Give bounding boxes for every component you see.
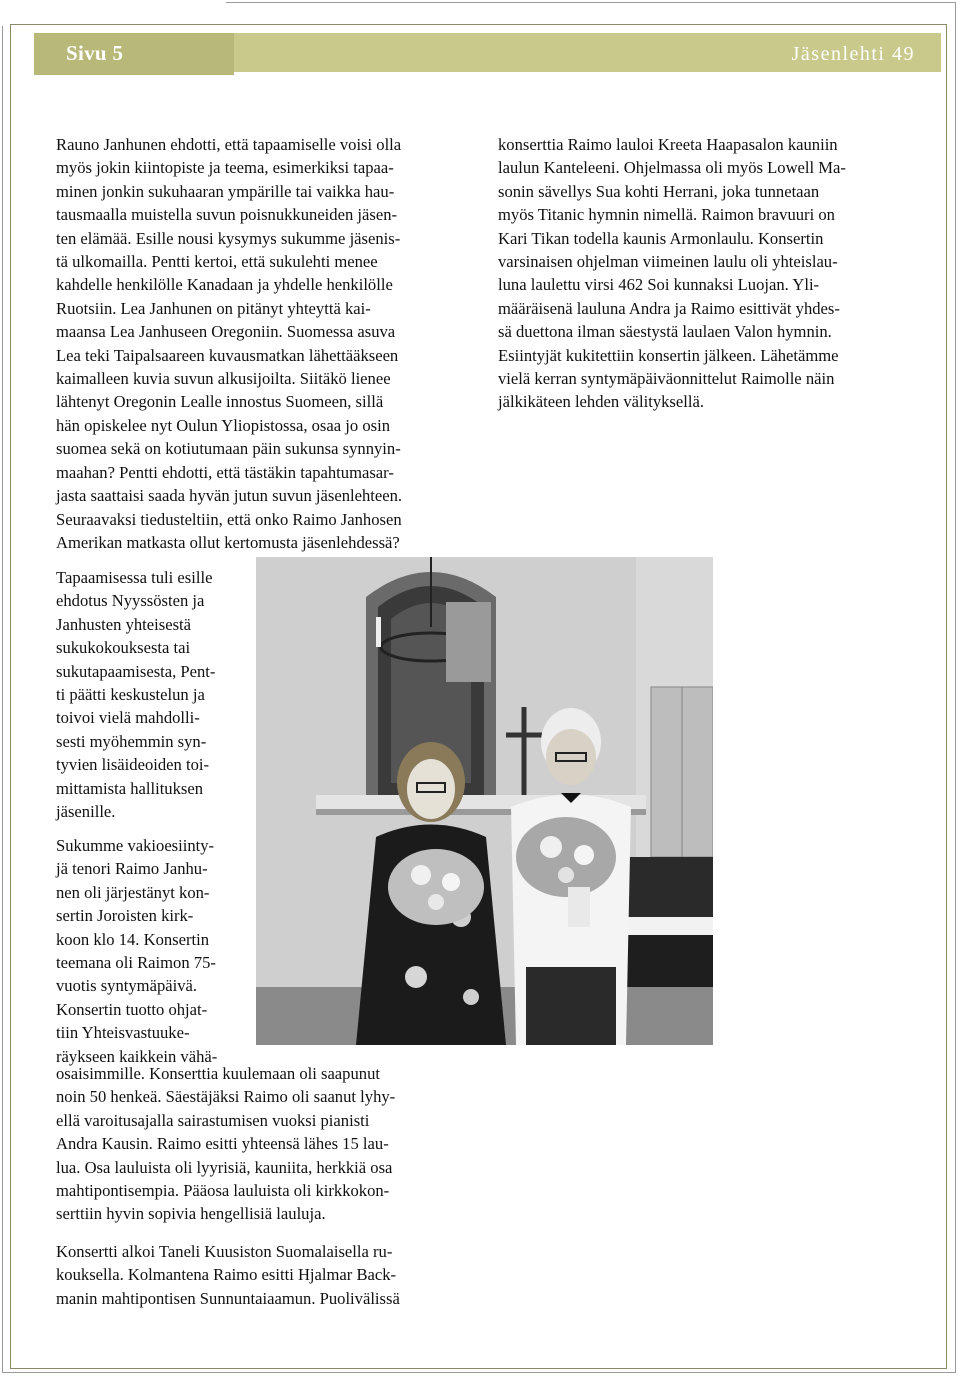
text-line: ti päätti keskustelun ja — [56, 685, 205, 705]
article-column-left — [56, 133, 486, 554]
frame-tab-gap — [2, 2, 226, 26]
text-line: mittamista hallituksen — [56, 778, 204, 798]
text-line: ten elämää. Esille nousi kysymys sukumme jäsenis- — [56, 228, 401, 248]
text-line: Amerikan matkasta ollut kertomusta jäsenlehdessä? — [56, 532, 400, 552]
text-line: myös Titanic hymnin nimellä. Raimon bravuuri on — [498, 205, 835, 225]
text-line: hän opiskelee nyt Oulun Yliopistossa, osaa jo osin — [56, 415, 390, 435]
header-page-tab — [34, 33, 234, 75]
text-line: kahdelle henkilölle Kanadaan ja yhdelle henkilölle — [56, 275, 393, 295]
text-line: sä duettona ilman säestystä laulaen Valon hymnin. — [498, 322, 832, 342]
text-line: sukukokouksesta tai — [56, 638, 191, 658]
text-line: minen jonkin sukuhaaran ympärille tai vaikka hau- — [56, 181, 395, 201]
text-line: Lea teki Taipalsaareen kuvausmatkan lähettääkseen — [56, 345, 399, 365]
text-line: luna laulettu virsi 462 Soi kunnaksi Luojan. Yli- — [498, 275, 820, 295]
text-line: Sukumme vakioesiinty- — [56, 836, 215, 855]
text-line: konserttia Raimo lauloi Kreeta Haapasalon kauniin — [498, 135, 838, 154]
text-line: koon klo 14. Konsertin — [56, 929, 210, 949]
text-line: vielä kerran syntymäpäiväonnittelut Raimolle näin — [498, 369, 835, 389]
text-line: Ruotsiin. Lea Janhunen on pitänyt yhteyttä kai- — [56, 298, 371, 318]
text-line: kouksella. Kolmantena Raimo esitti Hjalmar Back- — [56, 1265, 397, 1285]
text-line: maansa Lea Janhuseen Oregoniin. Suomessa asuva — [56, 322, 396, 342]
text-line: Esiintyjät kukitettiin konsertin jälkeen. Lähetämme — [498, 345, 839, 365]
text-line: lua. Osa lauluista oli lyyrisiä, kauniita, herkkiä osa — [56, 1157, 393, 1177]
text-line: Tapaamisessa tuli esille — [56, 568, 213, 587]
text-line: Rauno Janhunen ehdotti, että tapaamiselle voisi olla — [56, 135, 402, 154]
text-line: sesti myöhemmin syn- — [56, 731, 207, 751]
text-line: jasta saattaisi saada hyvän jutun suvun jäsenlehteen. — [56, 486, 403, 506]
concert-photo — [256, 557, 713, 1045]
text-line: Konsertti alkoi Taneli Kuusiston Suomalaisella ru- — [56, 1242, 393, 1261]
text-line: sukutapaamisesta, Pent- — [56, 661, 216, 681]
page-number-label: Sivu 5 — [66, 41, 124, 65]
text-line: lähtenyt Oregonin Lealle innostus Suomeen, sillä — [56, 392, 384, 412]
text-line: jäsenille. — [56, 802, 116, 822]
text-line: ellä varoitusajalla sairastumisen vuoksi pianisti — [56, 1110, 370, 1130]
text-line: toivoi vielä mahdolli- — [56, 708, 200, 728]
text-line: räykseen kaikkein vähä- — [56, 1046, 218, 1066]
text-line: kaimalleen kuvia suvun alkusijoilta. Siitäkö lienee — [56, 369, 391, 389]
text-line: nen oli järjestänyt kon- — [56, 882, 210, 902]
text-line: jä tenori Raimo Janhu- — [56, 859, 208, 879]
article-column-right — [498, 133, 918, 414]
text-line: Kari Tikan todella kaunis Armonlaulu. Konsertin — [498, 228, 824, 248]
text-line: laulun Kanteleeni. Ohjelmassa oli myös Lowell Ma- — [498, 158, 846, 178]
text-line: vuotis syntymäpäivä. — [56, 976, 198, 996]
text-line: tausmaalla muistella suvun poisnukkuneiden jäsen- — [56, 205, 398, 225]
text-line: määräisenä lauluna Andra ja Raimo esittivät yhdes- — [498, 298, 840, 318]
text-line: Andra Kausin. Raimo esitti yhteensä lähes 15 lau- — [56, 1134, 389, 1154]
paragraph-concert-program — [56, 1240, 476, 1310]
paragraph-meeting-proposal — [56, 566, 256, 823]
text-line: varsinaisen ohjelman viimeinen laulu oli yhteislau- — [498, 252, 838, 272]
text-line: tyvien lisäideoiden toi- — [56, 755, 209, 775]
concert-photo-illustration — [256, 557, 713, 1045]
publication-title: Jäsenlehti 49 — [791, 43, 915, 65]
text-line: suomea sekä on kotiutumaan päin sukunsa synnyin- — [56, 439, 401, 459]
text-line: Konsertin tuotto ohjat- — [56, 999, 208, 1019]
text-line: tiin Yhteisvastuuke- — [56, 1023, 190, 1043]
text-line: myös jokin kiintopiste ja teema, esimerkiksi tapaa- — [56, 158, 394, 178]
text-line: tä ulkomailla. Pentti kertoi, että sukulehti menee — [56, 252, 378, 272]
text-line: serttiin hyvin sopivia hengellisiä lauluja. — [56, 1204, 326, 1224]
text-line: teemana oli Raimon 75- — [56, 953, 216, 973]
text-line: noin 50 henkeä. Säestäjäksi Raimo oli saanut lyhy- — [56, 1087, 396, 1107]
text-line: Seuraavaksi tiedusteltiin, että onko Raimo Janhosen — [56, 509, 402, 529]
text-line: sonin sävellys Sua kohti Herrani, joka tunnetaan — [498, 181, 820, 201]
text-line: manin mahtipontisen Sunnuntaiaamun. Puolivälissä — [56, 1288, 400, 1308]
paragraph-concert-intro — [56, 834, 251, 1068]
text-line: osaisimmille. Konserttia kuulemaan oli saapunut — [56, 1064, 380, 1083]
text-line: Janhusten yhteisestä — [56, 614, 192, 634]
text-line: sertin Joroisten kirk- — [56, 906, 194, 926]
paragraph-concert-continued — [56, 1062, 476, 1226]
text-line: mahtipontisempia. Pääosa lauluista oli kirkkokon- — [56, 1181, 390, 1201]
text-line: jälkikäteen lehden välityksellä. — [498, 392, 704, 412]
text-line: maahan? Pentti ehdotti, että tästäkin tapahtumasar- — [56, 462, 394, 482]
text-line: ehdotus Nyyssösten ja — [56, 591, 205, 611]
